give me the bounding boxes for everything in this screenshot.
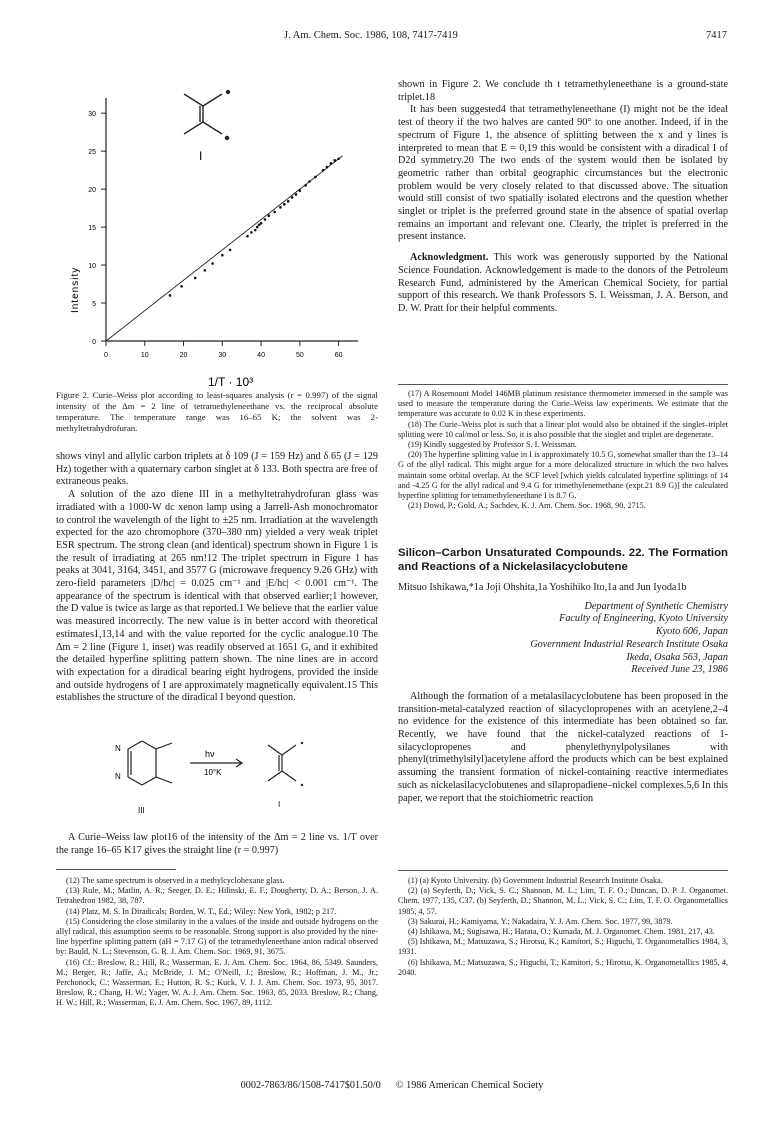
paragraph: It has been suggested4 that tetramethyleneethane (I) might not be the ideal test of theory if the two halves are canted 90° to one another. Indeed, if in the spectrum of Figure 1, the absence of splitting between the x and y lines is interpreted to mean that E = 0,19 this would be consistent with a diradical I of D2d symmetry.20 The two ends of the system would then be isolated by geometric rather than orbital geographic circumstances but the electronic problem would be very closely related to that discussed above. The situation would still consist of two spatially isolated electrons and the question whether singlet or triplet is the preferred ground state in the absence of spatial overlap remains an important and relevant one. Clearly, the triplet is preferred in the present instance. <box>398 104 728 243</box>
footnote: (4) Ishikawa, M.; Sugisawa, H.; Harata, O.; Kumada, M. J. Organomet. Chem. 1981, 217, 43. <box>408 927 715 937</box>
y-tick-label: 10 <box>88 263 96 271</box>
data-point <box>326 166 329 169</box>
footnote: (17) A Rosemount Model 146MB platinum resistance thermometer immersed in the sample was used to measure the temperature during the Curie–Weiss law experiments. We estimate that the temperature was accurate to 0.02 K in these experiments. <box>398 389 728 419</box>
footnote: (14) Platz, M. S. In Diradicals; Borden, W. T., Ed.; Wiley: New York, 1982; p 217. <box>66 906 337 916</box>
y-axis-label: Intensity <box>70 266 81 313</box>
data-point <box>254 229 257 232</box>
x-tick-label: 20 <box>179 352 188 359</box>
data-point <box>299 189 302 192</box>
data-point <box>337 157 340 160</box>
x-tick-label: 40 <box>257 352 265 359</box>
data-point <box>194 277 197 280</box>
figure-caption: Figure 2. Curie–Weiss plot according to least-squares analysis (r = 0.997) of the signal intensity of the Δm = 2 line of tetramethyleneethane vs. the reciprocal absolute temperature. The temperature range was 16–65 K; the solvent was 2-methyltetrahydrofuran. <box>56 390 378 433</box>
data-point <box>291 196 294 199</box>
y-tick-label: 0 <box>92 339 96 346</box>
data-point <box>287 200 290 203</box>
data-point <box>204 269 207 272</box>
footnote: (15) Considering the close similarity in the a values of the inside and outside hydrogens on the allyl radical, this assumption seems to be reasonable. Strong support is also provided by the nine-line hyperfine splitting pattern (aH = 7.17 G) of the tetramethyleneethane anion radical observed by: Bauld, N. L.; Stevenson, G. R. J. Am. Chem. Soc. 1969, 91, 3675. <box>56 916 378 957</box>
data-point <box>256 226 259 229</box>
data-point <box>330 162 333 165</box>
svg-text:N: N <box>115 744 121 753</box>
label-III: III <box>138 806 145 815</box>
acknowledgment-text: This work was generously supported by the National Science Foundation. Acknowledgement is made to the donors of the Petroleum Research Fund, administered by the American Chemical Society, for partial support of this research. We thank Professors S. I. Weissman, J. A. Berson, and D. W. Pratt for their helpful comments. <box>398 252 728 314</box>
compound-label: I <box>199 149 203 163</box>
structure-I-icon <box>184 91 230 140</box>
data-point <box>322 169 325 172</box>
affiliation-line: Department of Synthetic Chemistry <box>584 600 728 612</box>
paragraph: shows vinyl and allylic carbon triplets at δ 109 (J = 159 Hz) and δ 65 (J = 129 Hz) together with a quaternary carbon singlet at δ 133. Both spectra are free of extraneous peaks. <box>56 451 378 488</box>
footnote-rule <box>56 869 176 870</box>
reaction-scheme <box>110 735 340 825</box>
acknowledgment-heading: Acknowledgment. <box>410 252 489 264</box>
paragraph: A Curie–Weiss law plot16 of the intensity of the Δm = 2 line vs. 1/T over the range 16–65 K17 gives the straight line (r = 0.997) <box>56 832 378 856</box>
acknowledgment <box>398 252 728 316</box>
label-I: I <box>278 800 281 809</box>
footnote: (13) Rule, M.; Matlin, A. R.; Seeger, D. E.; Hilinski, E. F.; Dougherty, D. A.; Berson, J. A. Tetrahedron 1982, 38, 787. <box>56 886 378 906</box>
affiliation-line: Faculty of Engineering, Kyoto University <box>559 613 728 625</box>
x-tick-label: 0 <box>104 352 108 359</box>
data-point <box>260 222 263 225</box>
data-point <box>180 285 183 288</box>
data-point <box>273 211 276 214</box>
footnote: (19) Kindly suggested by Professor S. I. Weissman. <box>408 440 577 450</box>
data-point <box>314 176 317 179</box>
journal-header: J. Am. Chem. Soc. 1986, 108, 7417-7419 <box>284 30 458 41</box>
data-point <box>229 249 232 252</box>
footnote: (18) The Curie–Weiss plot is such that a linear plot would also be obtained if the singlet–triplet splitting were 10 cal/mol or less. So, it is also possible that the singlet and triplet are degenerate. <box>398 419 728 439</box>
paragraph: A solution of the azo diene III in a methyltetrahydrofuran glass was irradiated with a 1000-W dc xenon lamp using a Jarrell-Ash monochromator to control the wavelength of the light to ±25 nm. Irradiation at the wavelength expected for the azo chromophore (370–380 nm) yielded a very weak triplet ESR spectrum. The strong clean (and identical) spectrum shown in Figure 1 is the result of irradiating at 265 nm!12 The triplet spectrum in Figure 1 has peaks at 3041, 3164, 3451, and 3577 G (microwave frequency 9.26 GHz) with zero-field parameters |D/hc| = 0.025 cm⁻¹ and |E/hc| < 0.001 cm⁻¹. The appearance of the spectrum is identical with that observed earlier;1 however, the D value is twice as large as that reported.1 We believe that the earlier value was measured incorrectly. The new value is in better accord with theoretical estimates1,13,14 and with the value reported for the cyclic analogue.10 The Δm = 2 line (Figure 1, inset) was readily observed at 1651 G, and it exhibited the detailed hyperfine splitting pattern shown. The nine lines are in accord with expectation for a diradical bearing eight hydrogens, provided the inside and outside hydrogens of I are approximately magnetically equivalent.15 This establishes the structure of the diradical I beyond question. <box>56 489 378 704</box>
right-body <box>398 79 728 316</box>
data-point <box>308 180 311 183</box>
paragraph: shown in Figure 2. We conclude th t tetramethyleneethane is a ground-state triplet.18 <box>398 79 728 103</box>
chart-points <box>106 156 342 341</box>
footnote: (20) The hyperfine splitting value in I is approximately 10.5 G, somewhat smaller than the 13–14 G of the allyl radical. This might argue for a more delocalized structure in which the two halves maintain some orbital overlap. At the SCF level [which yields calculated hyperfine splittings of 14 and -4.25 G for the allyl radical and 9.4 G for trimethylenemethane (expt.21 8.9 G)] the calculated hyperfine splitting for tetramethyleneethane I is 8.7 G. <box>398 450 728 501</box>
curie-weiss-chart <box>56 88 376 393</box>
footnote: (3) Sakurai, H.; Kamiyama, Y.; Nakadaira, Y. J. Am. Chem. Soc. 1977, 99, 3879. <box>408 916 673 926</box>
footnote: (5) Ishikawa, M.; Matsuzawa, S.; Hirotsu, K.; Kamitori, S.; Higuchi, T. Organometallics 1984, 3, 1931. <box>398 937 728 957</box>
page-number: 7417 <box>706 30 727 41</box>
y-tick-label: 20 <box>88 187 96 195</box>
received-date: Received June 23, 1986 <box>631 664 728 676</box>
article2-footnotes <box>398 876 728 978</box>
chart-ticks <box>88 111 342 359</box>
chart-axes <box>106 98 358 341</box>
footnote-rule <box>398 870 728 871</box>
data-point <box>295 193 298 196</box>
data-point <box>211 262 214 265</box>
fit-line <box>106 156 342 341</box>
left-footnotes <box>56 876 378 1009</box>
footnote: (2) (a) Seyferth, D.; Vick, S. C.; Shannon, M. L.; Lim, T. F. O.; Duncan, D. P. J. Organomet. Chem. 1977, 135, C37. (b) Seyferth, D.; Shannon, M. L.; Vick, S. C.; Lim, T. F. O. Organometallics 1985, 4, 57. <box>398 886 728 916</box>
reagent-bottom: 10°K <box>204 768 222 777</box>
svg-text:N: N <box>115 772 121 781</box>
data-point <box>268 214 271 217</box>
footnote: (16) Cf.: Breslow, R.; Hill, R.; Wasserman, E. J. Am. Chem. Soc. 1964, 86, 5349. Saunders, M.; Berger, R.; Jaffe, A.; McBride, J. M.; O'Neill, J.; Breslow, R.; Hoffman, J. M., Jr.; Perchonock, C.; Wasserman, E.; Hutton, R. S.; Kuck, V. J. J. Am. Chem. Soc. 1973, 95, 3017. Breslow, R.; Chang, H. W.; Yager, W. A. J. Am. Chem. Soc. 1963, 85, 2033. Breslow, R.; Chang, H. W.; Hill, R.; Wasserman, E. J. Am. Chem. Soc. 1967, 89, 1112. <box>56 957 378 1008</box>
left-body <box>56 451 378 705</box>
article-title: Silicon–Carbon Unsaturated Compounds. 22. The Formation and Reactions of a Nickelasilacyclobutene <box>398 547 728 573</box>
article-authors: Mitsuo Ishikawa,*1a Joji Ohshita,1a Yoshihiko Ito,1a and Jun Iyoda1b <box>398 582 687 593</box>
affiliation-line: Government Industrial Research Institute Osaka <box>530 638 728 650</box>
x-tick-label: 60 <box>334 352 343 359</box>
data-point <box>221 254 224 257</box>
y-tick-label: 15 <box>88 225 96 233</box>
reagent-top: hν <box>205 749 215 759</box>
footnote: (12) The same spectrum is observed in a methylcyclohexane glass. <box>66 876 285 885</box>
data-point <box>264 218 267 221</box>
data-point <box>304 184 307 187</box>
data-point <box>283 203 286 206</box>
y-tick-label: 30 <box>88 111 96 119</box>
affiliations <box>398 601 728 677</box>
affiliation-line: Kyoto 606, Japan <box>655 626 728 638</box>
page-footer <box>0 1080 784 1091</box>
affiliation-line: Ikeda, Osaka 563, Japan <box>626 651 728 663</box>
x-tick-label: 10 <box>140 352 149 359</box>
data-point <box>333 159 336 162</box>
footnote: (1) (a) Kyoto University. (b) Government Industrial Research Institute Osaka. <box>408 876 663 885</box>
footnote: (6) Ishikawa, M.; Matsuzawa, S.; Higuchi, T.; Kamitori, S.; Hirotsu, K. Organometallics 1985, 4, 2040. <box>398 957 728 977</box>
data-point <box>250 231 253 234</box>
article-body: Although the formation of a metalasilacyclobutene has been proposed in the transition-metal-catalyzed reaction of silacyclopropenes with an acetylene,2–4 no evidence for the existence of this intermediate has been obtained so far. Recently, we have found that the nickel-catalyzed reactions of 1-silacyclopropenes and phenylethynylpolysilanes with phenyl(trimethylsilyl)acetylene afford the products which can be best explained assuming the transient formation of nickel-containing reactive intermediates such as nickelasilacyclobutenes and silapropadiene–nickel complexes.5,6 In this paper, we report that the stoichiometric reaction <box>398 690 728 804</box>
copyright: © 1986 American Chemical Society <box>395 1080 544 1091</box>
x-axis-label: 1/T · 10³ <box>208 375 254 389</box>
footnote: (21) Dowd, P.; Gold, A.; Sachdev, K. J. Am. Chem. Soc. 1968, 90, 2715. <box>408 501 646 511</box>
data-point <box>246 235 249 238</box>
journal-code: 0002-7863/86/1508-7417$01.50/0 <box>240 1080 381 1091</box>
y-tick-label: 25 <box>88 149 96 157</box>
right-footnotes <box>398 389 728 511</box>
article-2 <box>398 546 728 805</box>
footnote-rule <box>398 384 728 385</box>
data-point <box>169 294 172 297</box>
y-tick-label: 5 <box>92 301 96 309</box>
data-point <box>279 206 282 209</box>
x-tick-label: 50 <box>295 352 304 359</box>
x-tick-label: 30 <box>218 352 227 359</box>
